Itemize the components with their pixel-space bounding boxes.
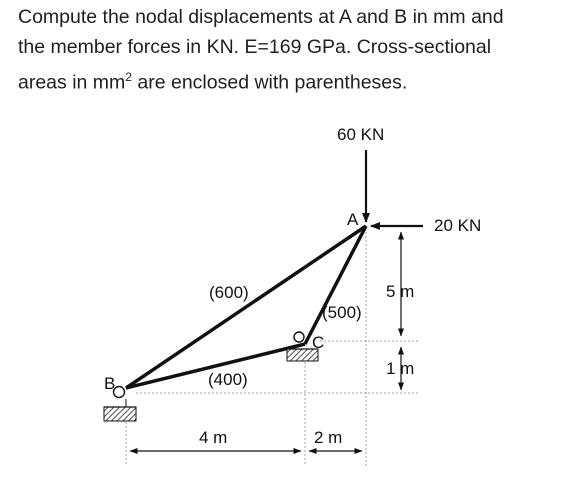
- problem-line-1: Compute the nodal displacements at A and B in mm and: [18, 6, 504, 28]
- problem-line-2: the member forces in KN. E=169 GPa. Cross-sectional: [18, 36, 492, 58]
- dim-label-4m: 4 m: [199, 428, 228, 447]
- member-ac: [305, 226, 366, 344]
- dim-label-2m: 2 m: [314, 428, 343, 447]
- problem-line-3-pre: areas in mm: [18, 71, 126, 94]
- hatched-ground-b: [104, 407, 136, 421]
- pin-c: [294, 332, 304, 342]
- dim-label-5m: 5 m: [386, 282, 415, 301]
- dim-label-1m: 1 m: [386, 359, 415, 378]
- superscript-2: 2: [125, 70, 132, 84]
- load-label-horizontal: 20 KN: [434, 216, 482, 235]
- load-label-vertical: 60 KN: [337, 125, 385, 144]
- area-label-bc: (400): [208, 370, 248, 389]
- node-label-c: C: [312, 333, 325, 352]
- node-label-b: B: [104, 374, 116, 393]
- problem-line-3-post: are enclosed with parentheses.: [131, 71, 408, 94]
- area-label-ac: (500): [322, 303, 362, 322]
- area-label-ab: (600): [209, 283, 249, 302]
- node-label-a: A: [347, 210, 359, 229]
